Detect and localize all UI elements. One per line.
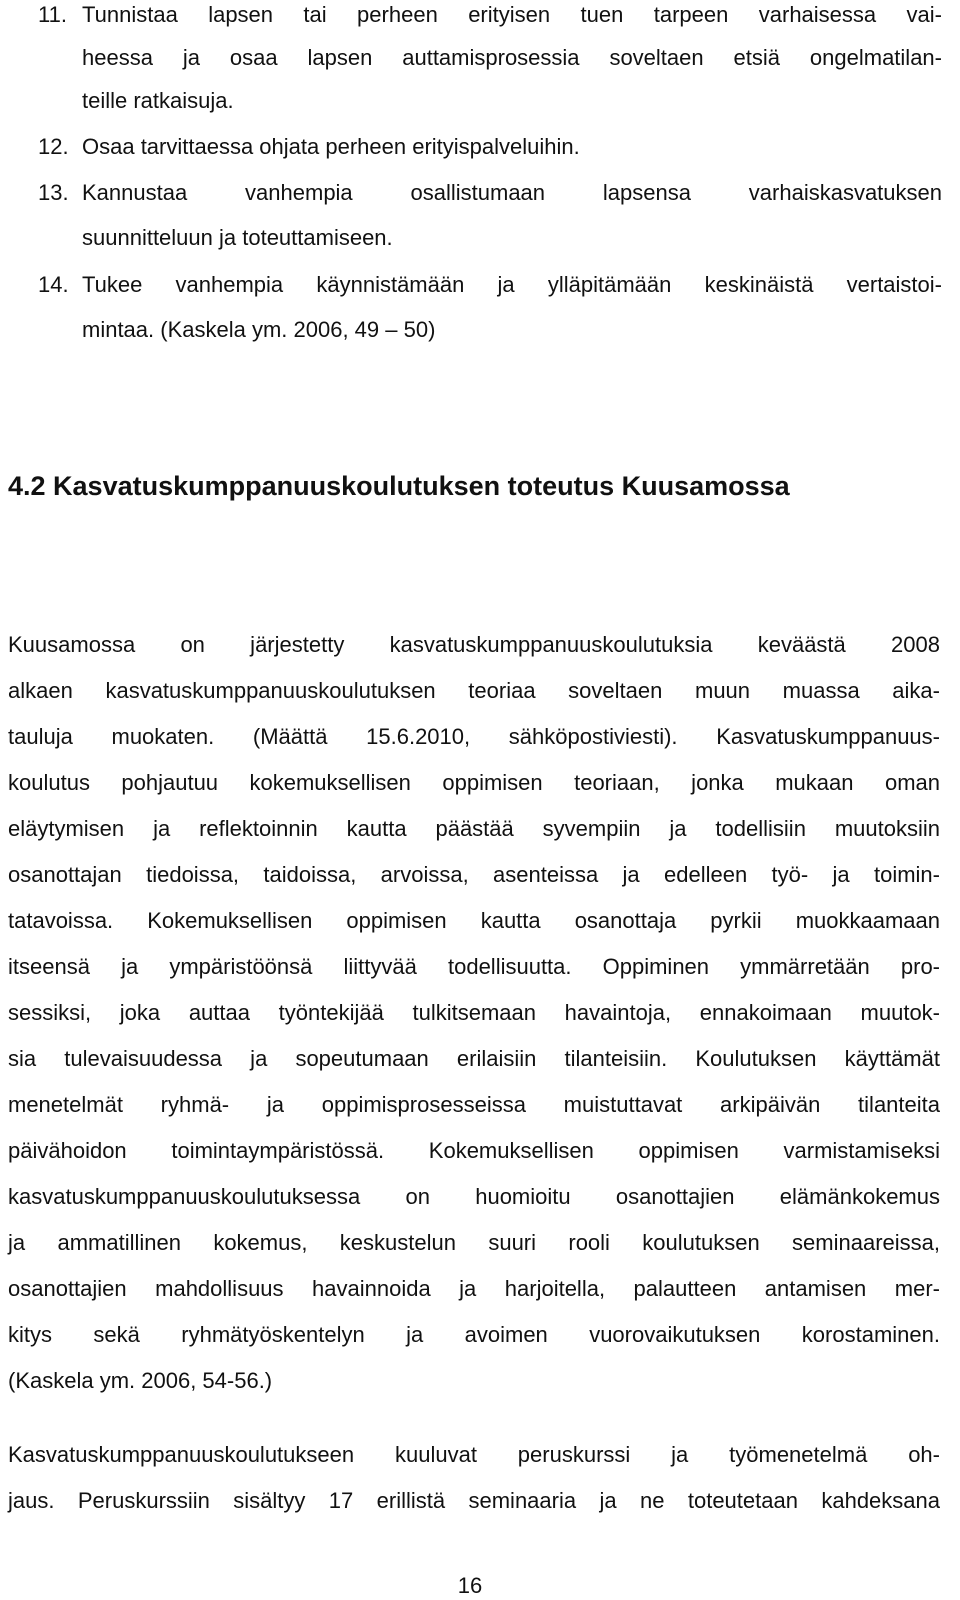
page-number: 16 (457, 1573, 483, 1598)
paragraph-line: päivähoidon toimintaympäristössä. Kokemuksellisen oppimisen varmistamiseksi (8, 1138, 940, 1163)
paragraph-line: Kasvatuskumppanuuskoulutukseen kuuluvat peruskurssi ja työmenetelmä oh- (8, 1442, 940, 1467)
list-item-line: Tunnistaa lapsen tai perheen erityisen tuen tarpeen varhaisessa vai- (82, 2, 942, 27)
paragraph-line: kasvatuskumppanuuskoulutuksessa on huomioitu osanottajien elämänkokemus (8, 1184, 940, 1209)
list-item-line: mintaa. (Kaskela ym. 2006, 49 – 50) (82, 317, 436, 342)
list-item-line: suunnitteluun ja toteuttamiseen. (82, 225, 393, 250)
list-item-line: Tukee vanhempia käynnistämään ja ylläpitämään keskinäistä vertaistoi- (82, 272, 942, 297)
list-number: 11. (38, 2, 67, 27)
paragraph-line: (Kaskela ym. 2006, 54-56.) (8, 1368, 273, 1393)
paragraph-line: tatavoissa. Kokemuksellisen oppimisen kautta osanottaja pyrkii muokkaamaan (8, 908, 940, 933)
paragraph-line: tauluja muokaten. (Määttä 15.6.2010, sähköpostiviesti). Kasvatuskumppanuus- (8, 724, 940, 749)
section-heading: 4.2 Kasvatuskumppanuuskoulutuksen toteutus Kuusamossa (8, 471, 790, 501)
list-item-line: Osaa tarvittaessa ohjata perheen erityispalveluihin. (82, 134, 580, 159)
paragraph-line: ja ammatillinen kokemus, keskustelun suuri rooli koulutuksen seminaareissa, (8, 1230, 940, 1255)
list-number: 14. (38, 272, 69, 297)
paragraph-line: osanottajien mahdollisuus havainnoida ja harjoitella, palautteen antamisen mer- (8, 1276, 940, 1301)
paragraph-line: osanottajan tiedoissa, taidoissa, arvoissa, asenteissa ja edelleen työ- ja toimin- (8, 862, 940, 887)
paragraph-line: sia tulevaisuudessa ja sopeutumaan erilaisiin tilanteisiin. Koulutuksen käyttämät (8, 1046, 940, 1071)
paragraph-line: itseensä ja ympäristöönsä liittyvää todellisuutta. Oppiminen ymmärretään pro- (8, 954, 940, 979)
paragraph-line: jaus. Peruskurssiin sisältyy 17 erillistä seminaaria ja ne toteutetaan kahdeksana (8, 1488, 940, 1513)
paragraph-line: Kuusamossa on järjestetty kasvatuskumppanuuskoulutuksia keväästä 2008 (8, 632, 940, 657)
paragraph-line: eläytymisen ja reflektoinnin kautta päästää syvempiin ja todellisiin muutoksiin (8, 816, 940, 841)
list-number: 13. (38, 180, 69, 205)
paragraph-line: koulutus pohjautuu kokemuksellisen oppimisen teoriaan, jonka mukaan oman (8, 770, 940, 795)
paragraph-line: kitys sekä ryhmätyöskentelyn ja avoimen vuorovaikutuksen korostaminen. (8, 1322, 940, 1347)
list-item-line: Kannustaa vanhempia osallistumaan lapsensa varhaiskasvatuksen (82, 180, 942, 205)
paragraph-line: menetelmät ryhmä- ja oppimisprosesseissa muistuttavat arkipäivän tilanteita (8, 1092, 940, 1117)
list-item-line: teille ratkaisuja. (82, 88, 234, 113)
list-item-line: heessa ja osaa lapsen auttamisprosessia soveltaen etsiä ongelmatilan- (82, 45, 942, 70)
paragraph-line: sessiksi, joka auttaa työntekijää tulkitsemaan havaintoja, ennakoimaan muutok- (8, 1000, 940, 1025)
paragraph-line: alkaen kasvatuskumppanuuskoulutuksen teoriaa soveltaen muun muassa aika- (8, 678, 940, 703)
list-number: 12. (38, 134, 69, 159)
